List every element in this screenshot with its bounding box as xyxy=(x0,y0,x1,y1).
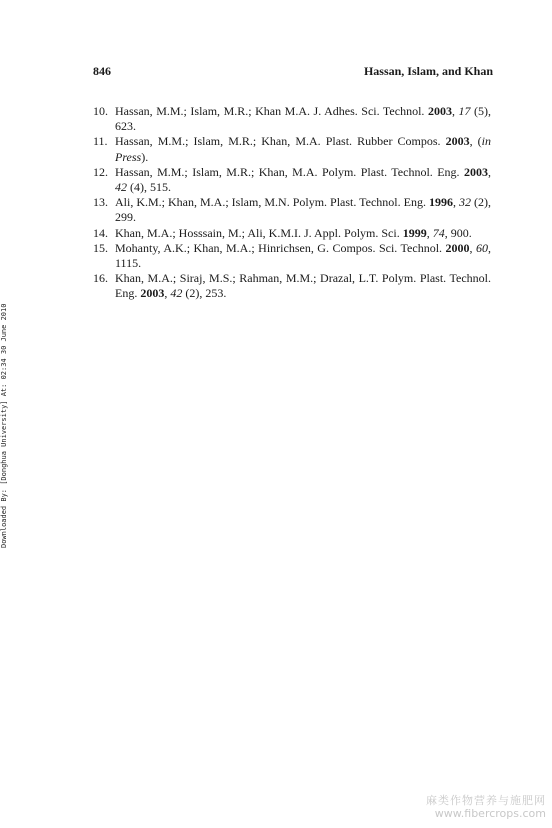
reference-text xyxy=(115,134,491,164)
reference-item xyxy=(93,134,491,164)
reference-number: 16. xyxy=(93,271,108,286)
reference-volume: 60 xyxy=(476,240,489,255)
reference-number: 12. xyxy=(93,164,108,179)
reference-number: 10. xyxy=(93,104,108,118)
reference-segment: Hassan, M.M.; Islam, M.R.; Khan, M.A. Polym. Plast. Technol. Eng. xyxy=(115,164,464,179)
reference-text xyxy=(115,195,491,225)
download-note: Downloaded By: [Donghua University] At: 02:34 30 June 2010 xyxy=(0,303,8,548)
reference-segment: , ( xyxy=(469,134,482,149)
reference-segment: , xyxy=(453,195,460,210)
reference-segment: (2), 299. xyxy=(115,195,492,225)
page-header xyxy=(93,64,493,82)
reference-segment: Khan, M.A.; Hosssain, M.; Ali, K.M.I. J. Appl. Polym. Sci. xyxy=(115,225,403,240)
reference-item xyxy=(93,241,491,271)
reference-list xyxy=(93,104,491,302)
reference-segment: , 900. xyxy=(444,225,472,240)
reference-year: 1996 xyxy=(429,195,453,210)
reference-year: 2003 xyxy=(427,104,452,118)
reference-volume: 42 xyxy=(170,286,183,301)
reference-segment: , 1115. xyxy=(115,240,492,271)
reference-volume: 17 xyxy=(458,104,471,118)
reference-year: 2003 xyxy=(140,286,165,301)
reference-segment: ). xyxy=(141,149,149,164)
reference-year: 2003 xyxy=(464,164,488,179)
reference-number: 11. xyxy=(93,134,108,149)
reference-item xyxy=(93,104,491,134)
reference-segment: , xyxy=(164,286,171,301)
reference-volume: 42 xyxy=(115,180,127,195)
reference-volume: 74 xyxy=(432,225,445,240)
running-head: Hassan, Islam, and Khan xyxy=(363,64,493,78)
reference-segment: (2), 253. xyxy=(182,286,227,301)
reference-year: 1999 xyxy=(402,225,427,240)
reference-segment: (5), 623. xyxy=(115,104,492,134)
reference-segment: Mohanty, A.K.; Khan, M.A.; Hinrichsen, G. Compos. Sci. Technol. xyxy=(115,240,446,255)
reference-segment: , xyxy=(451,104,459,118)
reference-volume: in Press xyxy=(115,134,491,164)
reference-volume: 32 xyxy=(459,195,472,210)
reference-item xyxy=(93,165,491,195)
reference-segment: Ali, K.M.; Khan, M.A.; Islam, M.N. Polym. Plast. Technol. Eng. xyxy=(115,195,429,210)
watermark xyxy=(426,794,546,820)
reference-year: 2000 xyxy=(445,240,470,255)
reference-text xyxy=(115,226,491,241)
reference-segment: Hassan, M.M.; Islam, M.R.; Khan, M.A. Plast. Rubber Compos. xyxy=(115,134,446,149)
page-number: 846 xyxy=(93,64,111,78)
reference-segment: , xyxy=(469,240,477,255)
reference-segment: Khan, M.A.; Siraj, M.S.; Rahman, M.M.; Drazal, L.T. Polym. Plast. Technol. Eng. xyxy=(115,271,491,301)
reference-number: 15. xyxy=(93,240,108,255)
reference-item xyxy=(93,195,491,225)
reference-text xyxy=(115,271,491,301)
reference-text xyxy=(115,241,491,271)
reference-item xyxy=(93,226,491,241)
reference-number: 14. xyxy=(93,225,108,240)
reference-text xyxy=(115,104,491,134)
watermark-chinese-text: 麻类作物营养与施肥网 xyxy=(426,794,546,807)
reference-item xyxy=(93,271,491,301)
reference-year: 2003 xyxy=(445,134,470,149)
reference-segment: , xyxy=(488,164,491,179)
reference-number: 13. xyxy=(93,195,108,210)
reference-segment: Hassan, M.M.; Islam, M.R.; Khan M.A. J. Adhes. Sci. Technol. xyxy=(115,104,428,118)
reference-text xyxy=(115,165,491,195)
reference-segment: , xyxy=(426,225,433,240)
watermark-url: www.fibercrops.com xyxy=(434,807,546,820)
reference-segment: (4), 515. xyxy=(127,180,171,195)
